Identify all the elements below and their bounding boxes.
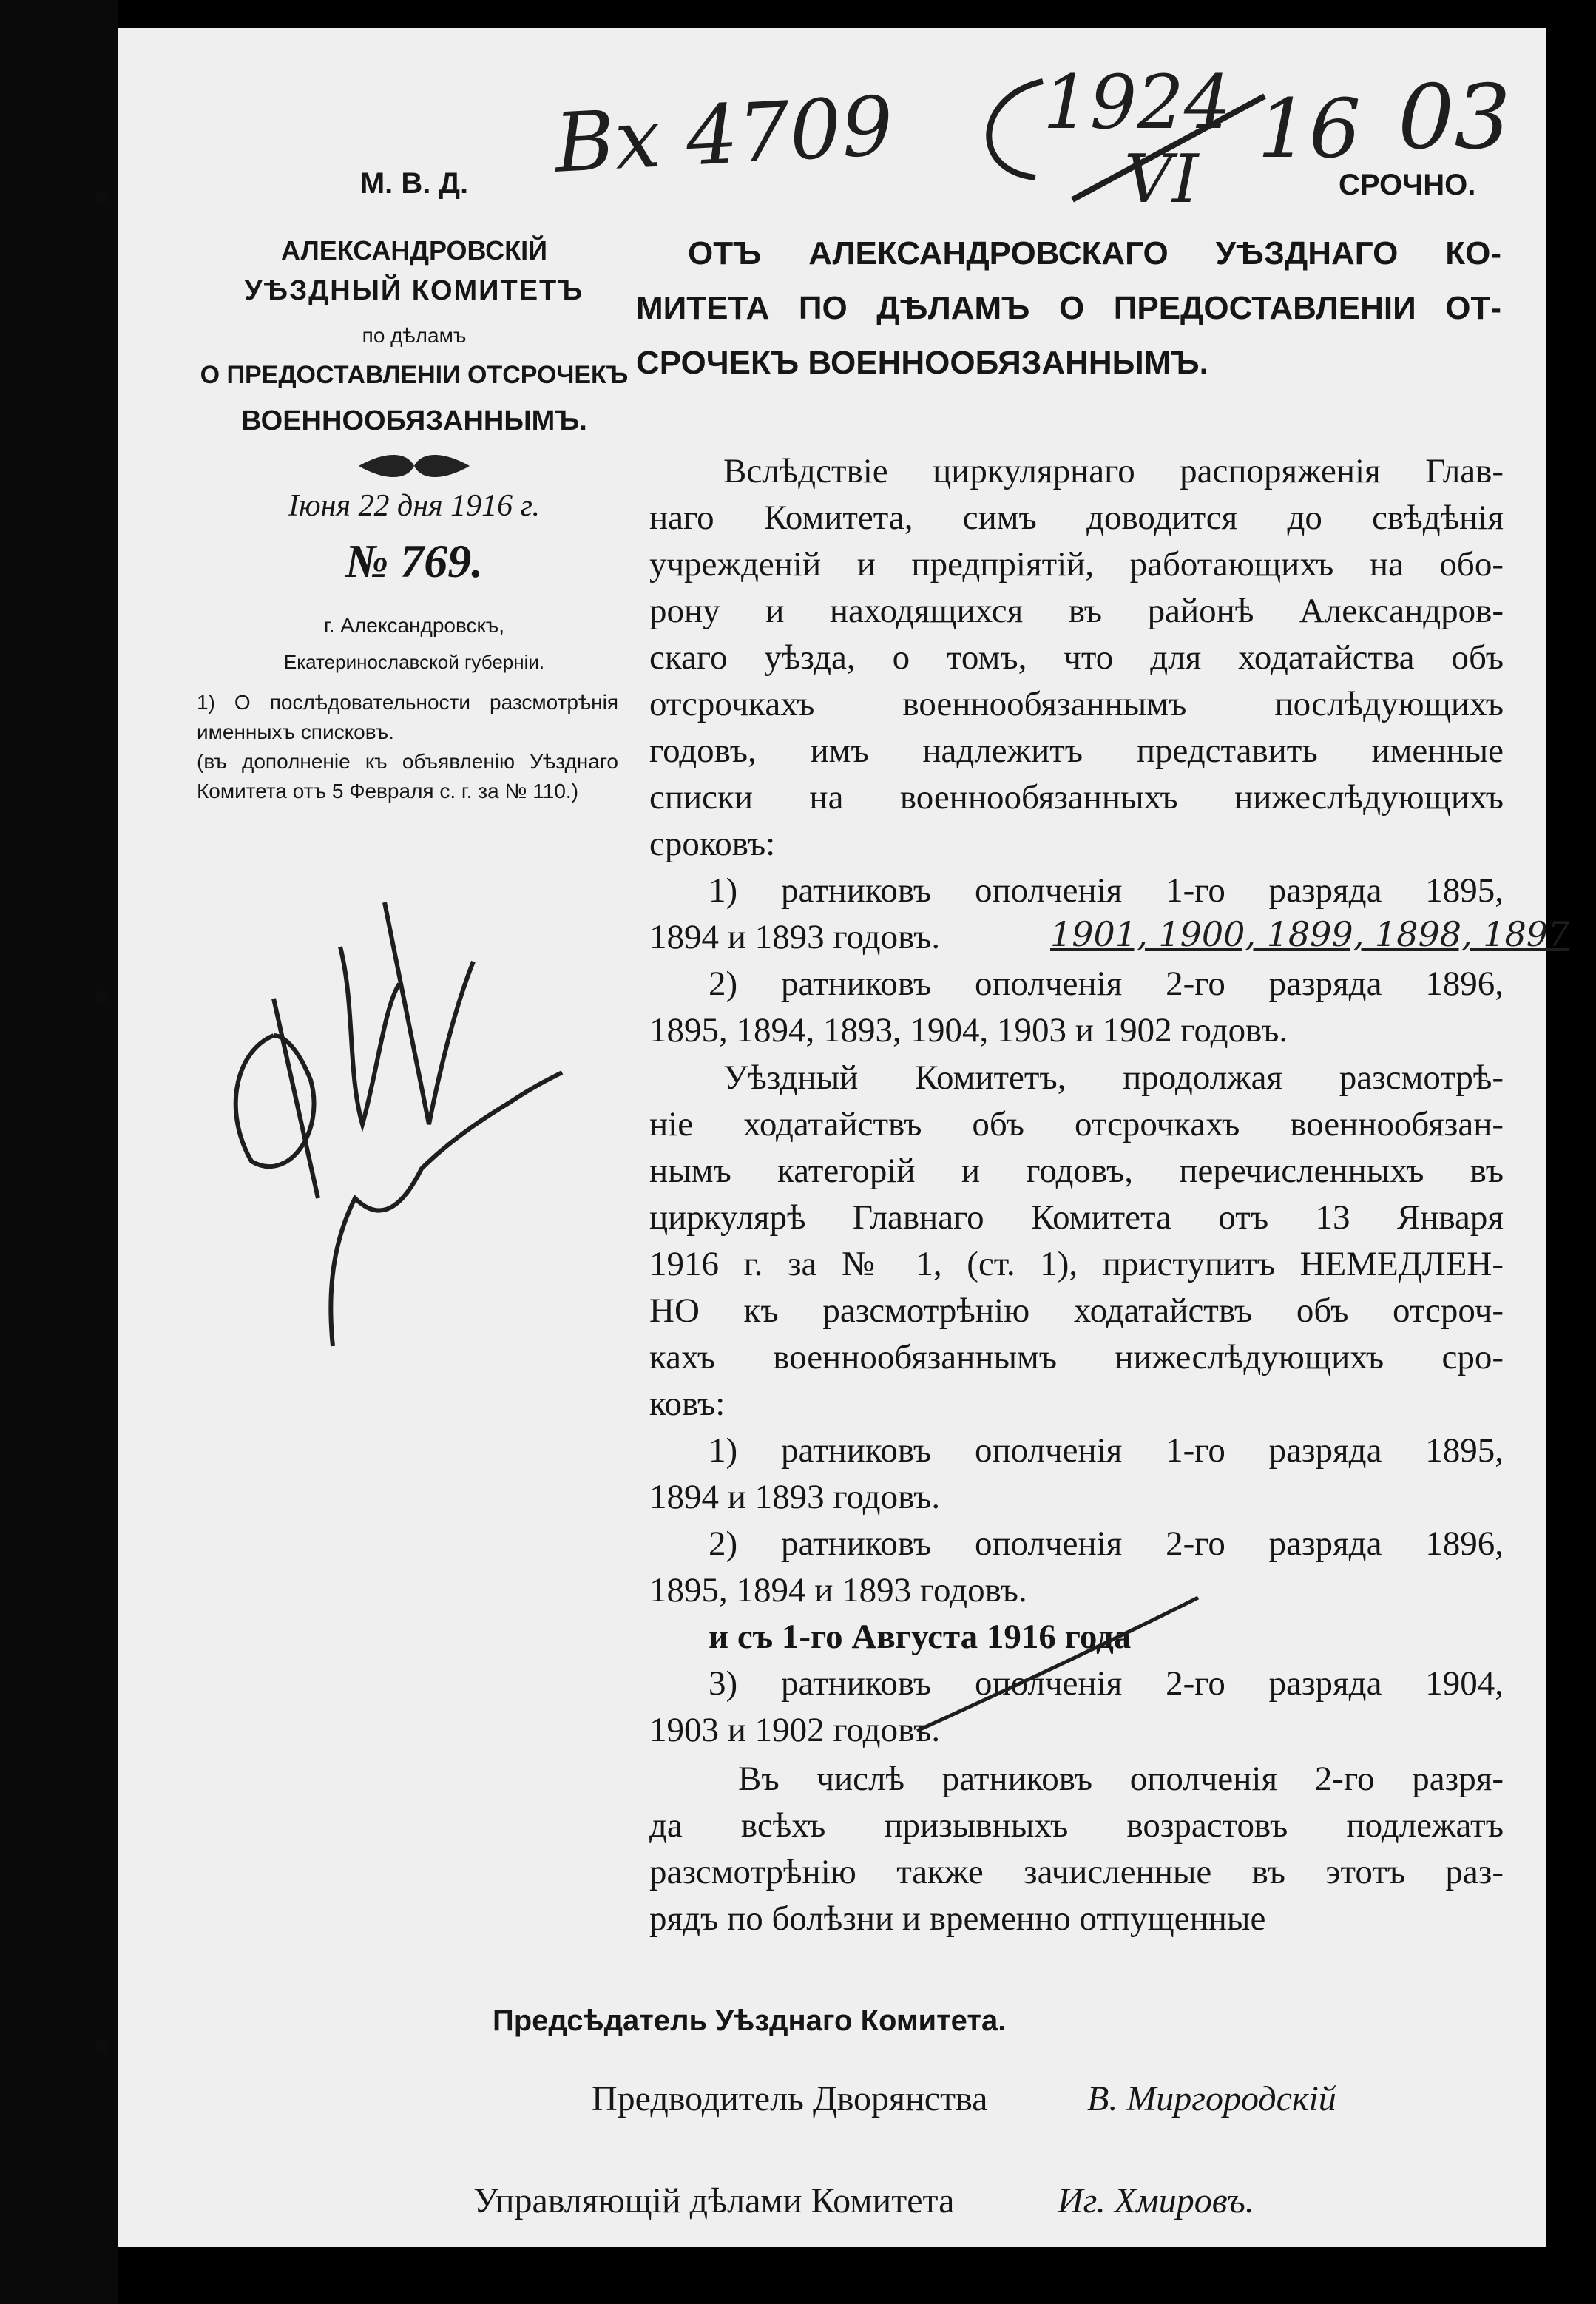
punch-hole bbox=[95, 990, 109, 1004]
list-item: 1894 и 1893 годовъ. bbox=[649, 918, 941, 956]
city: г. Александровскъ, bbox=[323, 614, 505, 637]
province: Екатеринославской губерніи. bbox=[283, 651, 545, 673]
ministry: М. В. Д. bbox=[359, 167, 469, 200]
body-line: скаго уѣзда, о томъ, что для ходатайства объ bbox=[649, 638, 1504, 677]
letter-date: Іюня 22 дня 1916 г. bbox=[288, 489, 540, 523]
subject-line-1: 1) О послѣдовательности разсмотрѣнія именныхъ списковъ. bbox=[197, 691, 618, 743]
punch-hole bbox=[95, 191, 109, 206]
stamp-day: 16 bbox=[1257, 81, 1361, 176]
body-line: рядъ по болѣзни и временно отпущенные bbox=[649, 1899, 1266, 1938]
list-item: 1) ратниковъ ополченія 1-го разряда 1895, bbox=[709, 1431, 1504, 1470]
body-line: циркулярѣ Главнаго Комитета отъ 13 Января bbox=[649, 1198, 1504, 1237]
body-line: рону и находящихся въ районѣ Александров- bbox=[649, 592, 1504, 630]
stamp-month: VI bbox=[1124, 141, 1199, 218]
body-line: сроковъ: bbox=[649, 825, 776, 863]
org-line-3: по дѣламъ bbox=[362, 324, 467, 347]
stamp-year: 1924 bbox=[1043, 59, 1231, 146]
org-line-2: УѢЗДНЫЙ КОМИТЕТЪ bbox=[244, 275, 584, 306]
body-line: нымъ категорій и годовъ, перечисленныхъ въ bbox=[649, 1152, 1504, 1190]
stamp-ref: 03 bbox=[1398, 67, 1511, 169]
body-line: разсмотрѣнію также зачисленные въ этотъ раз- bbox=[649, 1853, 1504, 1891]
body-line: НО къ разсмотрѣнію ходатайствъ объ отсроч- bbox=[649, 1291, 1504, 1330]
subject-line-2: (въ дополненіе къ объявленію Уѣзднаго Комитета отъ 5 Февраля с. г. за № 110.) bbox=[197, 750, 618, 803]
list-item: 2) ратниковъ ополченія 2-го разряда 1896, bbox=[709, 964, 1504, 1003]
handwritten-years: 1901, 1900, 1899, 1898, 1897 bbox=[1050, 914, 1570, 954]
marshal-name: В. Миргородскій bbox=[1087, 2079, 1336, 2118]
org-line-1: АЛЕКСАНДРОВСКІЙ bbox=[281, 235, 547, 266]
manager-title: Управляющій дѣлами Комитета bbox=[473, 2181, 955, 2220]
body-line: годовъ, имъ надлежитъ представить именные bbox=[649, 732, 1504, 770]
incoming-stamp: Вх 4709 bbox=[552, 78, 896, 191]
body-line: 1916 г. за № 1, (ст. 1), приступитъ НЕМЕДЛЕН- bbox=[649, 1245, 1504, 1283]
list-item: 1895, 1894 и 1893 годовъ. bbox=[649, 1571, 1027, 1609]
punch-hole bbox=[95, 2040, 109, 2055]
title-line-1: ОТЪ АЛЕКСАНДРОВСКАГО УѢЗДНАГО КО- bbox=[688, 235, 1501, 271]
ornament-icon bbox=[355, 451, 473, 481]
list-item: 1894 и 1893 годовъ. bbox=[649, 1478, 941, 1516]
org-line-5: ВОЕННООБЯЗАННЫМЪ. bbox=[241, 405, 587, 436]
letter-number: № 769. bbox=[345, 535, 484, 587]
body-line: отсрочкахъ военнообязаннымъ послѣдующихъ bbox=[649, 685, 1504, 723]
manager-name: Иг. Хмировъ. bbox=[1058, 2181, 1254, 2220]
body-line: списки на военнообязанныхъ нижеслѣдующихъ bbox=[649, 778, 1504, 817]
body-line: Въ числѣ ратниковъ ополченія 2-го разря- bbox=[738, 1760, 1504, 1798]
margin-handwriting bbox=[163, 814, 606, 1405]
body-line: да всѣхъ призывныхъ возрастовъ подлежатъ bbox=[649, 1806, 1504, 1845]
marshal-title: Предводитель Дворянства bbox=[592, 2079, 988, 2118]
org-line-4: О ПРЕДОСТАВЛЕНІИ ОТСРОЧЕКЪ bbox=[200, 361, 629, 389]
body-line: Вслѣдствіе циркулярнаго распоряженія Глав- bbox=[723, 452, 1504, 490]
urgent-mark: СРОЧНО. bbox=[1339, 169, 1476, 201]
title-line-3: СРОЧЕКЪ ВОЕННООБЯЗАННЫМЪ. bbox=[636, 345, 1208, 381]
list-item: 1903 и 1902 годовъ. bbox=[649, 1711, 941, 1749]
ornament bbox=[192, 451, 636, 484]
body-line: ніе ходатайствъ объ отсрочкахъ военнообязан- bbox=[649, 1105, 1504, 1143]
body-line: ковъ: bbox=[649, 1385, 726, 1423]
list-item: 1895, 1894, 1893, 1904, 1903 и 1902 годовъ. bbox=[649, 1011, 1288, 1050]
scan-border-left bbox=[0, 0, 118, 2304]
body-line: Уѣздный Комитетъ, продолжая разсмотрѣ- bbox=[723, 1058, 1504, 1097]
list-item: 2) ратниковъ ополченія 2-го разряда 1896, bbox=[709, 1524, 1504, 1563]
list-item: 1) ратниковъ ополченія 1-го разряда 1895, bbox=[709, 871, 1504, 910]
title-line-2: МИТЕТА ПО ДѢЛАМЪ О ПРЕДОСТАВЛЕНІИ ОТ- bbox=[636, 290, 1501, 326]
pencil-strike bbox=[910, 1590, 1206, 1738]
body-line: кахъ военнообязаннымъ нижеслѣдующихъ сро- bbox=[649, 1338, 1504, 1376]
chair-title: Предсѣдатель Уѣзднаго Комитета. bbox=[493, 2004, 1007, 2037]
body-line: учрежденій и предпріятій, работающихъ на обо- bbox=[649, 545, 1504, 584]
august-heading: и съ 1-го Августа 1916 года bbox=[709, 1618, 1132, 1656]
list-item: 3) ратниковъ ополченія 2-го разряда 1904, bbox=[709, 1664, 1504, 1703]
body-line: наго Комитета, симъ доводится до свѣдѣнія bbox=[649, 499, 1504, 537]
